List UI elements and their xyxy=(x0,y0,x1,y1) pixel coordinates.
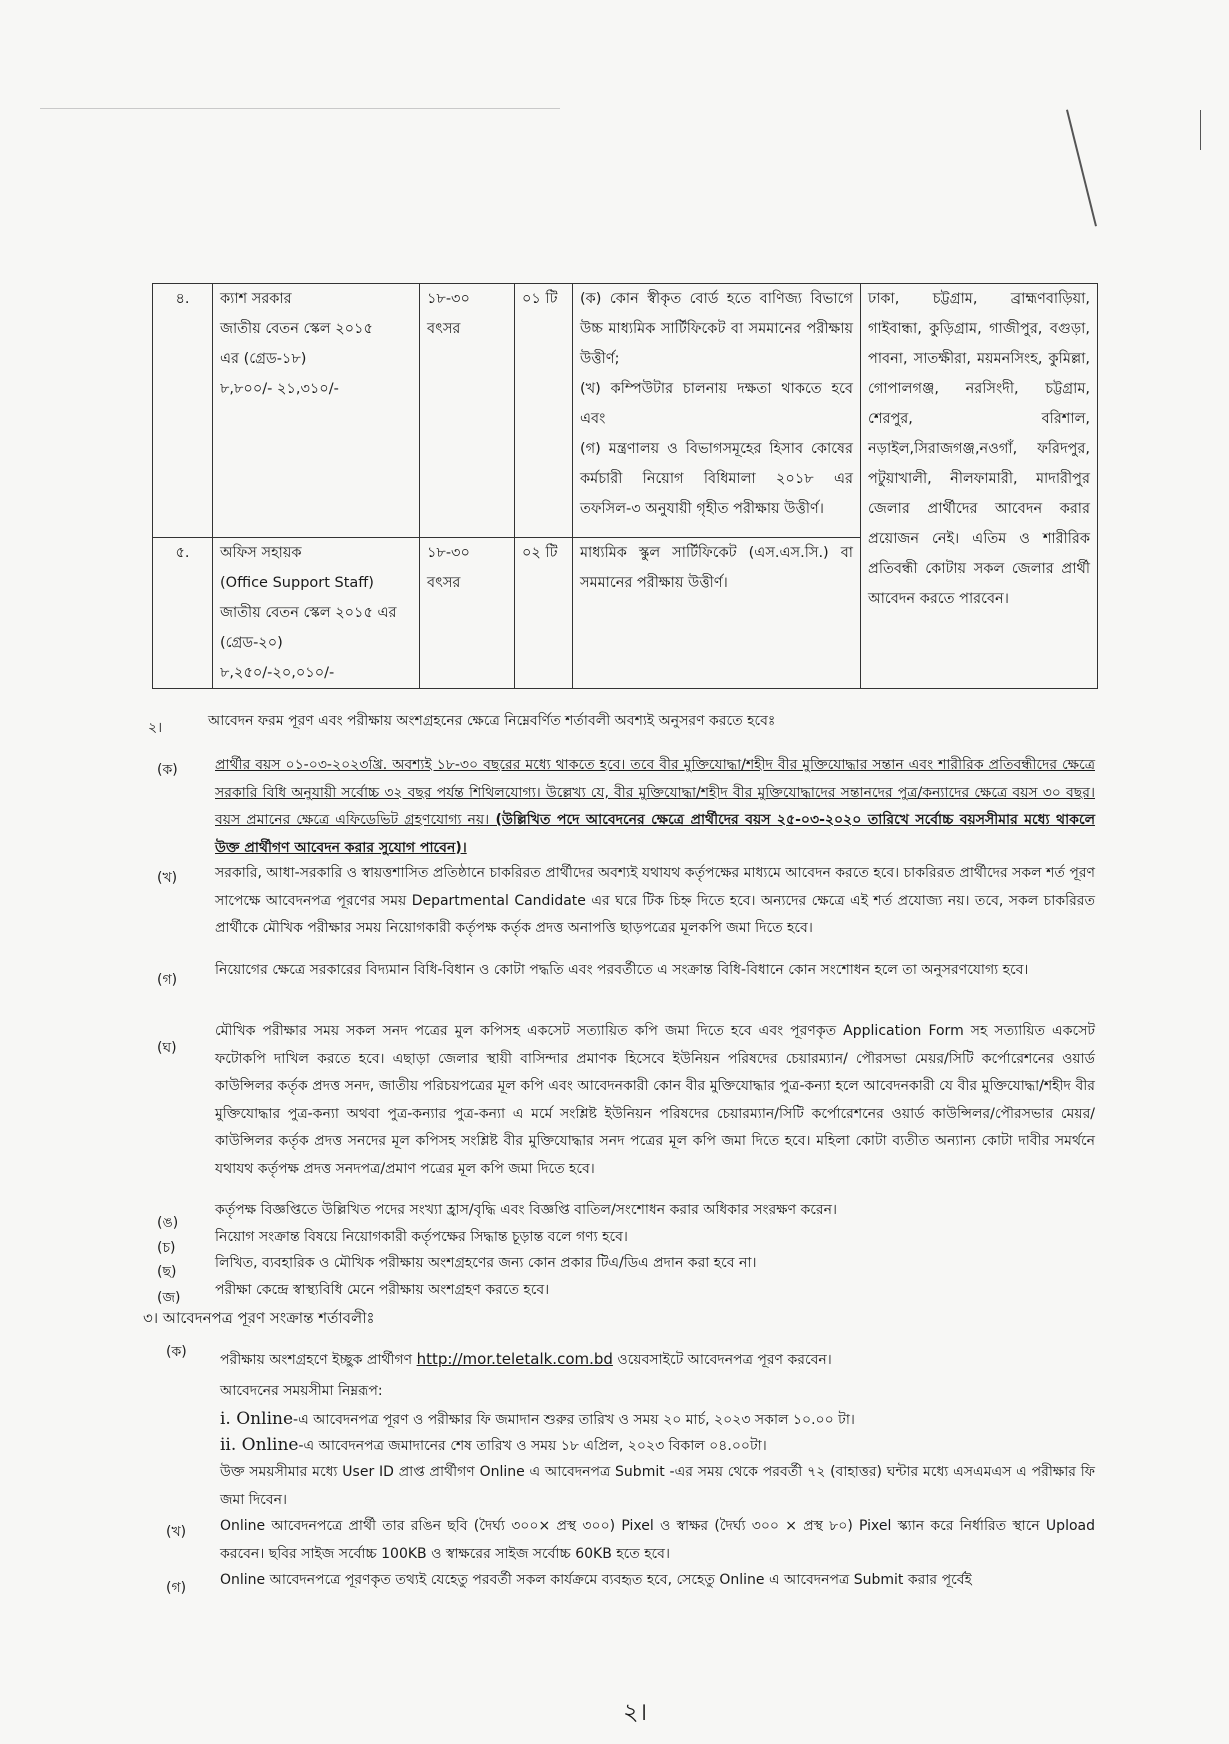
page-number: ২। xyxy=(623,1698,648,1726)
item-text: লিখিত, ব্যবহারিক ও মৌখিক পরীক্ষায় অংশগ্রহণের জন্য কোন প্রকার টিএ/ডিএ প্রদান করা হবে না। xyxy=(215,1255,757,1271)
qualification: মাধ্যমিক স্কুল সার্টিফিকেট (এস.এস.সি.) বা সমমানের পরীক্ষায় উত্তীর্ণ। xyxy=(573,538,861,689)
table-row xyxy=(153,284,1098,538)
district-note: ঢাকা, চট্টগ্রাম, ব্রাহ্মণবাড়িয়া, গাইবান্ধা, কুড়িগ্রাম, গাজীপুর, বগুড়া, পাবনা, সাতক্ষীরা, ময়মনসিংহ, কুমিল্লা, গোপালগঞ্জ, নরসিংদী, চট্টগ্রাম, শেরপুর, বরিশাল, নড়াইল,সিরাজগঞ্জ,নওগাঁ, ফরিদপুর, পটুয়াখালী, নীলফামারী, মাদারীপুর জেলার প্রার্থীদের আবেদন করার প্রয়োজন নেই। এতিম ও শারীরিক প্রতিবন্ধী কোটায় সকল জেলার প্রার্থী আবেদন করতে পারবেন। xyxy=(861,284,1098,689)
schedule-end xyxy=(220,1432,1100,1461)
item-label: (গ) xyxy=(157,972,178,988)
post-name: ক্যাশ সরকার জাতীয় বেতন স্কেল ২০১৫ এর (গ্রেড-১৮) ৮,৮০০/- ২১,৩১০/- xyxy=(220,291,373,397)
schedule-text: -এ আবেদনপত্র জমাদানের শেষ তারিখ ও সময় ১৮ এপ্রিল, ২০২৩ বিকাল ০৪.০০টা। xyxy=(298,1438,767,1454)
qualification: (ক) কোন স্বীকৃত বোর্ড হতে বাণিজ্য বিভাগে উচ্চ মাধ্যমিক সার্টিফিকেট বা সমমানের পরীক্ষায় উত্তীর্ণ; (খ) কম্পিউটার চালনায় দক্ষতা থাকতে হবে এবং (গ) মন্ত্রণালয় ও বিভাগসমূহের হিসাব কোষের কর্মচারী নিয়োগ বিধিমালা ২০১৮ এর তফসিল-৩ অনুযায়ী গৃহীত পরীক্ষায় উত্তীর্ণ। xyxy=(580,291,853,517)
scan-top-rule xyxy=(40,108,560,109)
section-heading: ৩। আবেদনপত্র পূরণ সংক্রান্ত শর্তাবলীঃ xyxy=(143,1309,375,1327)
schedule-text: -এ আবেদনপত্র পূরণ ও পরীক্ষার ফি জমাদান শুরুর তারিখ ও সময় ২০ মার্চ, ২০২৩ সকাল ১০.০০ টা। xyxy=(293,1412,855,1428)
item-text: সরকারি, আধা-সরকারি ও স্বায়ত্তশাসিত প্রতিষ্ঠানে চাকরিরত প্রার্থীদের অবশ্যই যথাযথ কর্তৃপক্ষের মাধ্যমে আবেদন করতে হবে। চাকরিরত প্রার্থীদের সকল শর্ত পূরণ সাপেক্ষে আবেদনপত্র পূরণের সময় Departmental Candidate এর ঘরে টিক চিহ্ন দিতে হবে। অন্যদের ক্ষেত্রে এই শর্ত প্রযোজ্য নয়। তবে, সকল চাকরিরত প্রার্থীকে মৌখিক পরীক্ষার সময় নিয়োগকারী কর্তৃপক্ষ কর্তৃক প্রদত্ত অনাপত্তি ছাড়পত্রের মূলকপি জমা দিতে হবে। xyxy=(215,865,1095,936)
item-text: কর্তৃপক্ষ বিজ্ঞপ্তিতে উল্লিখিত পদের সংখ্যা হ্রাস/বৃদ্ধি এবং বিজ্ঞপ্তি বাতিল/সংশোধন করার অধিকার সংরক্ষণ করেন। xyxy=(215,1202,837,1218)
item-label: (খ) xyxy=(157,870,178,886)
age-rule-text: প্রার্থীর বয়স ০১-০৩-২০২৩খ্রি. অবশ্যই ১৮-৩০ বছরের মধ্যে থাকতে হবে। তবে বীর মুক্তিযোদ্ধা/শহীদ বীর মুক্তিযোদ্ধার সন্তান এবং শারীরিক প্রতিবন্ধীদের ক্ষেত্রে সরকারি বিধি অনুযায়ী সর্বোচ্চ ৩২ বছর পর্যন্ত শিথিলযোগ্য। উল্লেখ্য যে, বীর মুক্তিযোদ্ধা/শহীদ বীর মুক্তিযোদ্ধাদের সন্তানদের পুত্র/কন্যাদের ক্ষেত্রে বয়স ৩০ বছর। বয়স প্রমানের ক্ষেত্রে এফিডেভিট গ্রহণযোগ্য নয়। xyxy=(215,757,1095,828)
item-label: (চ) xyxy=(157,1240,176,1256)
item-text: Online আবেদনপত্রে পূরণকৃত তথ্যই যেহেতু পরবর্তী সকল কার্যক্রমে ব্যবহৃত হবে, সেহেতু Online এ আবেদনপত্র Submit করার পূর্বেই xyxy=(220,1572,972,1588)
item-text: নিয়োগ সংক্রান্ত বিষয়ে নিয়োগকারী কর্তৃপক্ষের সিদ্ধান্ত চূড়ান্ত বলে গণ্য হবে। xyxy=(215,1229,628,1245)
item-text: পরীক্ষা কেন্দ্রে স্বাস্থ্যবিধি মেনে পরীক্ষায় অংশগ্রহণ করতে হবে। xyxy=(215,1282,550,1298)
apply-link[interactable]: http://mor.teletalk.com.bd xyxy=(416,1350,613,1368)
item-label: (খ) xyxy=(166,1524,187,1540)
item-label: (ক) xyxy=(166,1344,187,1360)
schedule-heading: আবেদনের সময়সীমা নিম্নরূপ: xyxy=(220,1383,383,1399)
schedule-start xyxy=(220,1406,1100,1435)
item-text: Online আবেদনপত্রে প্রার্থী তার রঙিন ছবি (দৈর্ঘ্য ৩০০× প্রস্থ ৩০০) Pixel ও স্বাক্ষর (দৈর্ঘ্য ৩০০ × প্রস্থ ৮০) Pixel স্ক্যান করে নির্ধারিত স্থানে Upload করবেন। ছবির সাইজ সর্বোচ্চ 100KB ও স্বাক্ষরের সাইজ সর্বোচ্চ 60KB হতে হবে। xyxy=(220,1518,1095,1562)
post-count: ০১ টি xyxy=(515,284,573,538)
row-serial: ৪. xyxy=(153,284,213,538)
age-limit: ১৮-৩০ বৎসর xyxy=(420,284,515,538)
item-text: মৌখিক পরীক্ষার সময় সকল সনদ পত্রের মুল কপিসহ একসেট সত্যায়িত কপি জমা দিতে হবে এবং পূরণকৃত Application Form সহ সত্যায়িত একসেট ফটোকপি দাখিল করতে হবে। এছাড়া জেলার স্থায়ী বাসিন্দার প্রমাণক হিসেবে ইউনিয়ন পরিষদের চেয়ারম্যান/ পৌরসভা মেয়র/সিটি কর্পোরেশনের ওয়ার্ড কাউন্সিলর কর্তৃক প্রদত্ত সনদ, জাতীয় পরিচয়পত্রের মূল কপি এবং আবেদনকারী কোন বীর মুক্তিযোদ্ধার পুত্র-কন্যা হলে আবেদনকারী যে বীর মুক্তিযোদ্ধা/শহীদ বীর মুক্তিযোদ্ধার পুত্র-কন্যা অথবা পুত্র-কন্যার পুত্র-কন্যা এ মর্মে সংশ্লিষ্ট ইউনিয়ন পরিষদের চেয়ারম্যান/সিটি কর্পোরেশনের ওয়ার্ড কাউন্সিলর/পৌরসভার মেয়র/কাউন্সিলর কর্তৃক প্রদত্ত সনদের মূল কপিসহ সংশ্লিষ্ট বীর মুক্তিযোদ্ধার সনদ পত্রের মূল কপি জমা দিতে হবে। মহিলা কোটা ব্যতীত অন্যান্য কোটা দাবীর সমর্থনে যথাযথ কর্তৃপক্ষ প্রদত্ত সনদপত্র/প্রমাণ পত্রের মূল কপি জমা দিতে হবে। xyxy=(215,1023,1095,1177)
item-text: নিয়োগের ক্ষেত্রে সরকারের বিদ্যমান বিধি-বিধান ও কোটা পদ্ধতি এবং পরবর্তীতে এ সংক্রান্ত বিধি-বিধানে কোন সংশোধন হলে তা অনুসরণযোগ্য হবে। xyxy=(215,962,1029,978)
item-label: (ক) xyxy=(157,762,178,778)
section-heading: আবেদন ফরম পূরণ এবং পরীক্ষায় অংশগ্রহনের ক্ষেত্রে নিম্নেবর্ণিত শর্তাবলী অবশ্যই অনুসরণ করতে হবেঃ xyxy=(208,713,776,729)
item-label: (ঘ) xyxy=(157,1040,177,1056)
item-label: (ঙ) xyxy=(157,1215,179,1231)
apply-url-line xyxy=(220,1346,1100,1375)
item-label: (গ) xyxy=(166,1580,187,1596)
item-label: (ছ) xyxy=(157,1264,177,1280)
item-age-rule xyxy=(215,752,1095,862)
item-label: (জ) xyxy=(157,1290,181,1306)
age-rule-bold: (উল্লিখিত পদে আবেদনের ক্ষেত্রে প্রার্থীদের বয়স ২৫-০৩-২০২০ তারিখে সর্বোচ্চ বয়সসীমার মধ্যে থাকলে উক্ত প্রার্থীগণ আবেদন করার সুযোগ পাবেন)। xyxy=(215,812,1095,856)
section-number: ২। xyxy=(148,720,163,736)
posts-table xyxy=(152,283,1098,689)
scan-edge-mark xyxy=(1200,110,1201,150)
apply-text-end: ওয়েবসাইটে আবেদনপত্র পূরণ করবেন। xyxy=(612,1352,832,1368)
age-limit: ১৮-৩০ বৎসর xyxy=(420,538,515,689)
post-count: ০২ টি xyxy=(515,538,573,689)
schedule-prefix: i. Online xyxy=(220,1409,294,1429)
apply-text: পরীক্ষায় অংশগ্রহণে ইচ্ছুক প্রার্থীগণ xyxy=(220,1352,417,1368)
schedule-prefix: ii. Online xyxy=(220,1435,299,1455)
scan-edge-mark xyxy=(1066,110,1097,227)
row-serial: ৫. xyxy=(153,538,213,689)
fee-note: উক্ত সময়সীমার মধ্যে User ID প্রাপ্ত প্রার্থীগণ Online এ আবেদনপত্র Submit -এর সময় থেকে পরবর্তী ৭২ (বাহাত্তর) ঘন্টার মধ্যে এসএমএস এ পরীক্ষার ফি জমা দিবেন। xyxy=(220,1464,1095,1508)
post-name: অফিস সহায়ক (Office Support Staff) জাতীয় বেতন স্কেল ২০১৫ এর (গ্রেড-২০) ৮,২৫০/-২০,০১০/- xyxy=(220,545,397,681)
